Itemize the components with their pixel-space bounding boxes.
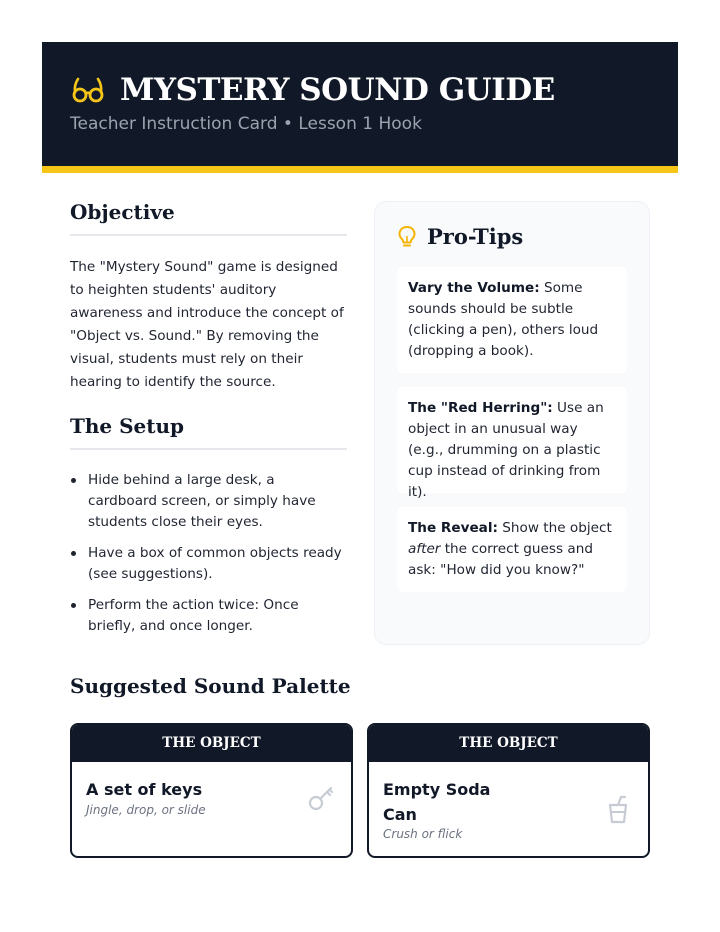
tip-card	[397, 507, 627, 592]
object-hint: Jingle, drop, or slide	[86, 803, 206, 817]
title-row	[70, 72, 555, 108]
setup-item-text: Perform the action twice: Once briefly, and once longer.	[88, 597, 299, 634]
list-item	[70, 470, 347, 533]
card-header: THE OBJECT	[72, 725, 351, 762]
palette-heading: Suggested Sound Palette	[70, 674, 351, 698]
tip-label: The "Red Herring":	[408, 400, 553, 416]
tip-text: Use an object in an unusual way (e.g., drumming on a plastic cup instead of drinking from it).	[408, 400, 604, 500]
tip-text: the correct guess and ask: "How did you know?"	[408, 541, 593, 578]
tip-card	[397, 387, 627, 500]
tip-emphasis: after	[408, 541, 441, 557]
tip-card	[397, 267, 627, 373]
bullet-icon	[71, 603, 76, 608]
list-item	[70, 543, 347, 585]
object-hint: Crush or flick	[383, 827, 463, 841]
pro-tips-panel	[374, 201, 650, 645]
object-name: Empty Soda Can	[383, 780, 491, 824]
left-column	[70, 200, 347, 647]
setup-list	[70, 470, 347, 637]
setup-item-text: Have a box of common objects ready (see suggestions).	[88, 545, 342, 582]
pro-tips-header	[397, 224, 523, 249]
header-banner	[42, 42, 678, 173]
key-icon	[307, 783, 335, 813]
objective-text: The "Mystery Sound" game is designed to heighten students' auditory awareness and introduce the concept of "Object vs. Sound." By removing the visual, students must rely on their hearing to identify the source.	[70, 259, 344, 390]
page-subtitle: Teacher Instruction Card • Lesson 1 Hook	[70, 114, 422, 134]
card-header: THE OBJECT	[369, 725, 648, 762]
page-title: MYSTERY SOUND GUIDE	[120, 72, 555, 108]
tip-label: The Reveal:	[408, 520, 498, 536]
objective-heading: Objective	[70, 200, 347, 236]
lightbulb-icon	[397, 225, 417, 249]
tip-text: Some sounds should be subtle (clicking a pen), others loud (dropping a book).	[408, 280, 599, 359]
setup-heading: The Setup	[70, 414, 347, 450]
list-item	[70, 595, 347, 637]
bullet-icon	[71, 478, 76, 483]
tip-text: Show the object	[497, 520, 612, 536]
tip-label: Vary the Volume:	[408, 280, 540, 296]
glasses-icon	[70, 75, 106, 105]
object-name: A set of keys	[86, 780, 203, 799]
setup-item-text: Hide behind a large desk, a cardboard screen, or simply have students close their eyes.	[88, 472, 316, 530]
cup-icon	[604, 795, 632, 825]
bullet-icon	[71, 551, 76, 556]
pro-tips-heading: Pro-Tips	[427, 224, 524, 249]
object-card-keys	[70, 723, 353, 858]
object-card-soda-can	[367, 723, 650, 858]
